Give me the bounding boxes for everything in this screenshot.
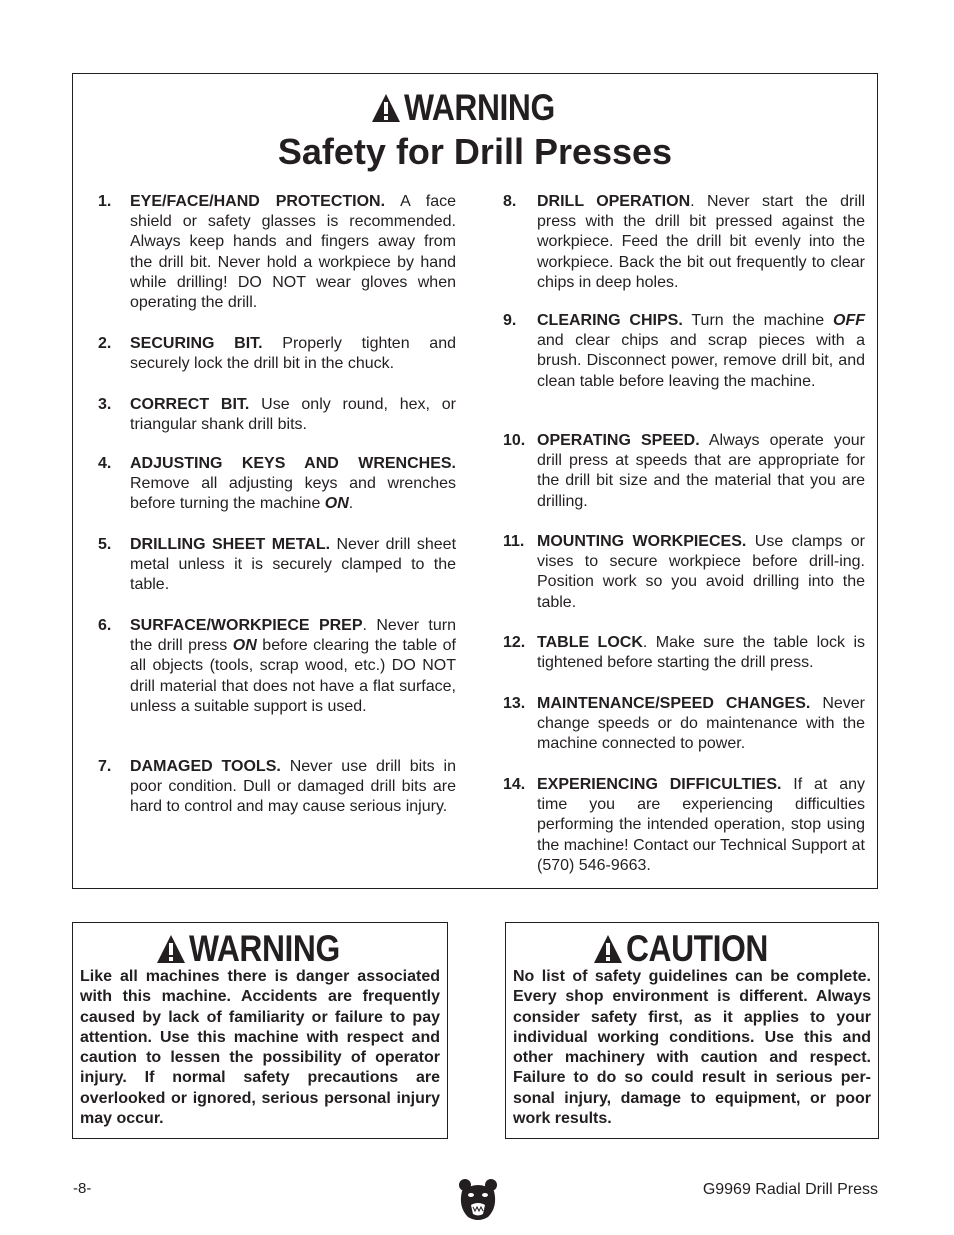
- warning-header: [73, 89, 877, 126]
- list-item: 9. CLEARING CHIPS. Turn the machine OFF and clear chips and scrap pieces with a brush. Disconnect power, remove drill bit, and clean table before leaving the machine.: [503, 312, 866, 390]
- warning-triangle-icon: [371, 93, 401, 123]
- list-item: 4. ADJUSTING KEYS AND WRENCHES. Remove all adjusting keys and wrenches before turning the machine ON.: [98, 455, 456, 513]
- warning-header: [73, 930, 447, 967]
- list-item: 14. EXPERIENCING DIFFICULTIES. If at any time you are experiencing difficulties performing the intended operation, stop using the machine! Contact our Technical Support at (570) 546-9663.: [503, 776, 865, 874]
- list-item: 12. TABLE LOCK. Make sure the table lock is tightened before starting the drill press.: [503, 634, 866, 672]
- model-name: G9969 Radial Drill Press: [702, 1181, 878, 1198]
- warning-signal-word: WARNING: [188, 928, 340, 969]
- list-item: 11. MOUNTING WORKPIECES. Use clamps or vises to secure workpiece before drill-ing. Position work so you avoid drilling into the table.: [503, 533, 865, 611]
- caution-triangle-icon: [593, 934, 623, 964]
- general-warning-box: [72, 922, 448, 1139]
- warning-signal-word: WARNING: [403, 87, 555, 128]
- caution-body-text: No list of safety guidelines can be complete. Every shop environment is different. Always consider safety first, as it applies to your individual working conditions. Use this and other machinery with caution and respect. Failure to do so could result in serious per-sonal injury, damage to equipment, or poor work results.: [513, 968, 871, 1128]
- list-item: 2. SECURING BIT. Properly tighten and securely lock the drill bit in the chuck.: [98, 335, 456, 373]
- list-item: 13. MAINTENANCE/SPEED CHANGES. Never change speeds or do maintenance with the machine connected to power.: [503, 695, 865, 753]
- list-item: 6. SURFACE/WORKPIECE PREP. Never turn the drill press ON before clearing the table of all objects (tools, scrap wood, etc.) DO NOT drill material that does not have a flat surface, unless a suitable support is used.: [98, 617, 456, 715]
- bear-head-icon: [458, 1177, 498, 1223]
- page-number: -8-: [73, 1180, 92, 1197]
- warning-body-text: Like all machines there is danger associated with this machine. Accidents are frequently caused by lack of familiarity or failure to pay attention. Use this machine with respect and caution to lessen the possibility of operator injury. If normal safety precautions are overlooked or ignored, serious personal injury may occur.: [80, 968, 440, 1128]
- list-item: 1. EYE/FACE/HAND PROTECTION. A face shield or safety glasses is recommended. Always keep hands and fingers away from the drill bit. Never hold a workpiece by hand while drilling! DO NOT wear gloves when operating the drill.: [98, 193, 457, 312]
- caution-box: [505, 922, 879, 1139]
- list-item: 7. DAMAGED TOOLS. Never use drill bits in poor condition. Dull or damaged drill bits are hard to control and may cause serious injury.: [98, 758, 456, 816]
- caution-signal-word: CAUTION: [625, 928, 768, 969]
- list-item: 3. CORRECT BIT. Use only round, hex, or triangular shank drill bits.: [98, 396, 456, 434]
- list-item: 5. DRILLING SHEET METAL. Never drill sheet metal unless it is securely clamped to the table.: [98, 536, 457, 594]
- caution-header: [506, 930, 878, 967]
- page-title: Safety for Drill Presses: [277, 131, 673, 172]
- warning-triangle-icon: [156, 934, 186, 964]
- list-item: 8. DRILL OPERATION. Never start the drill press with the drill bit pressed against the workpiece. Feed the drill bit evenly into the workpiece. Back the bit out frequently to clear chips in deep holes.: [503, 193, 866, 291]
- safety-warning-box: [72, 73, 878, 889]
- list-item: 10. OPERATING SPEED. Always operate your drill press at speeds that are appropriate for the drill bit size and the material that you are drilling.: [503, 432, 865, 510]
